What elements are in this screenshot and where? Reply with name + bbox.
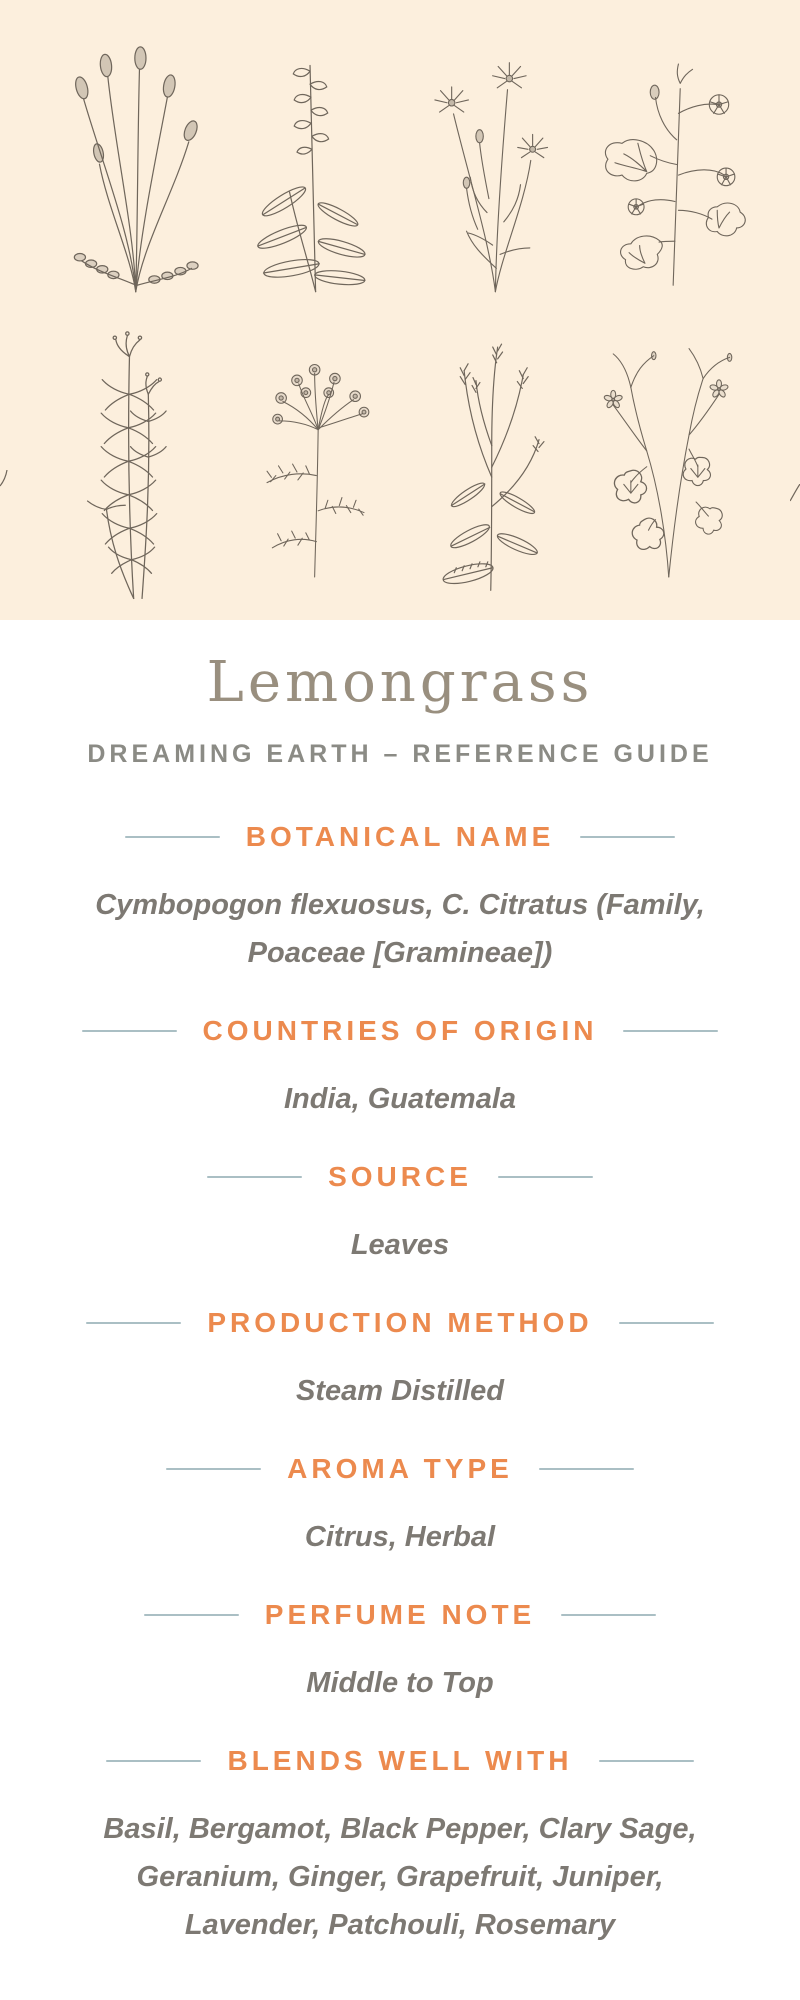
heading-dash-right (539, 1468, 634, 1470)
section-label: COUNTRIES OF ORIGIN (202, 1015, 598, 1046)
sage-icon (230, 34, 398, 307)
section-botanical-name (40, 823, 760, 977)
section-value: Basil, Bergamot, Black Pepper, Clary Sage, Geranium, Ginger, Grapefruit, Juniper, Lavender, Patchouli, Rosemary (103, 1813, 697, 1941)
brand-subtitle: DREAMING EARTH – REFERENCE GUIDE (87, 740, 713, 768)
illustration-mallow (585, 34, 753, 307)
section-blends-well-with (40, 1747, 760, 1949)
hyssop-icon (52, 321, 220, 604)
section-heading-row (40, 1017, 760, 1045)
section-label: BOTANICAL NAME (245, 821, 555, 852)
section-heading-row (40, 1309, 760, 1337)
heading-dash-left (125, 836, 220, 838)
mallow-icon (585, 34, 753, 307)
section-value: Cymbopogon flexuosus, C. Citratus (Family, Poaceae [Gramineae]) (95, 889, 705, 969)
section-heading-row (40, 1455, 760, 1483)
heading-dash-left (207, 1176, 302, 1178)
section-label: SOURCE (328, 1161, 472, 1192)
section-countries-of-origin (40, 1017, 760, 1123)
heading-dash-left (86, 1322, 181, 1324)
sections (40, 823, 760, 1949)
section-heading-row (40, 1747, 760, 1775)
guide-content (0, 652, 800, 1949)
illustration-wild-geranium (585, 321, 753, 604)
heading-dash-right (561, 1614, 656, 1616)
section-value: Middle to Top (306, 1667, 494, 1699)
heading-dash-right (623, 1030, 718, 1032)
heading-dash-right (619, 1322, 714, 1324)
heading-dash-left (82, 1030, 177, 1032)
wild-geranium-icon (585, 321, 753, 604)
section-value: Leaves (350, 1229, 450, 1261)
section-heading-row (40, 1601, 760, 1629)
illustration-salad-burnet (52, 34, 220, 307)
section-value: Steam Distilled (296, 1375, 504, 1407)
section-heading-row (40, 823, 760, 851)
section-production-method (40, 1309, 760, 1415)
section-label: AROMA TYPE (287, 1453, 513, 1484)
section-value: Citrus, Herbal (304, 1521, 496, 1553)
section-value: India, Guatemala (283, 1083, 517, 1115)
illustration-cornflower (407, 34, 575, 307)
heading-dash-left (166, 1468, 261, 1470)
illustration-sage (230, 34, 398, 307)
heading-dash-right (599, 1760, 694, 1762)
illustration-hyssop (52, 321, 220, 604)
heading-dash-left (144, 1614, 239, 1616)
heading-dash-right (498, 1176, 593, 1178)
clipped-stem-right-icon (790, 484, 800, 506)
section-label: BLENDS WELL WITH (227, 1745, 573, 1776)
page-title: Lemongrass (206, 650, 594, 715)
section-label: PRODUCTION METHOD (207, 1307, 593, 1338)
cornflower-icon (407, 34, 575, 307)
section-perfume-note (40, 1601, 760, 1707)
section-label: PERFUME NOTE (264, 1599, 536, 1630)
heading-dash-left (106, 1760, 201, 1762)
clipped-stem-left-icon (0, 470, 10, 492)
botanical-banner (0, 0, 800, 620)
illustration-verbena (407, 321, 575, 604)
heading-dash-right (580, 836, 675, 838)
section-source (40, 1163, 760, 1269)
verbena-icon (407, 321, 575, 604)
section-heading-row (40, 1163, 760, 1191)
illustration-tansy (230, 321, 398, 604)
salad-burnet-icon (52, 34, 220, 307)
section-aroma-type (40, 1455, 760, 1561)
tansy-icon (230, 321, 398, 604)
